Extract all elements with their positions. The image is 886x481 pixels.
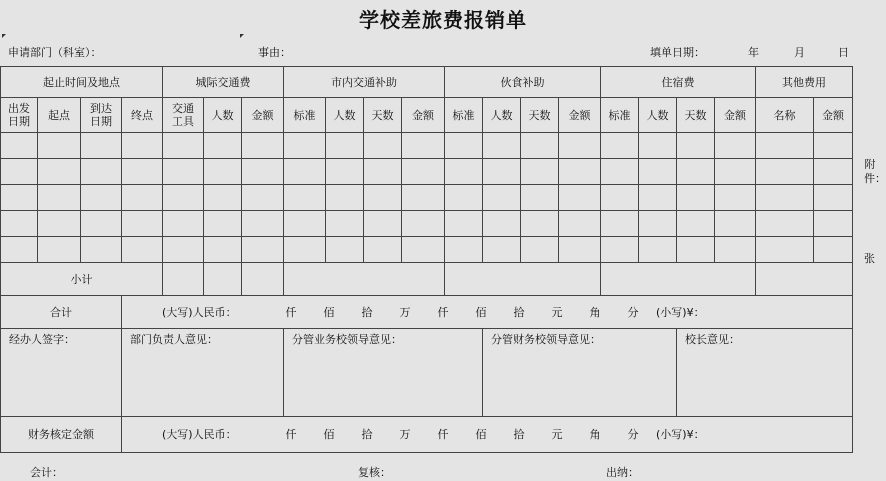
table-cell[interactable]: [364, 159, 402, 185]
subtotal-accommodation[interactable]: [601, 263, 756, 296]
col-days: 天数: [364, 98, 402, 133]
table-cell[interactable]: [204, 185, 242, 211]
col-amount: 金额: [402, 98, 445, 133]
corner-mark: [240, 34, 244, 38]
total-row: [1, 296, 853, 329]
subtotal-other[interactable]: [756, 263, 853, 296]
table-cell[interactable]: [559, 133, 601, 159]
table-cell[interactable]: [284, 185, 326, 211]
table-row: [1, 185, 853, 211]
finance-leader-opinion-box[interactable]: 分管财务校领导意见：: [483, 329, 677, 417]
date-month: 月: [794, 46, 805, 59]
table-cell[interactable]: [521, 211, 559, 237]
subtotal-row: [1, 263, 853, 296]
col-start-point: 起点: [38, 98, 81, 133]
table-cell[interactable]: [326, 237, 364, 263]
table-row: [1, 237, 853, 263]
table-cell[interactable]: [483, 159, 521, 185]
currency-unit-label: 拾: [361, 428, 373, 441]
table-cell[interactable]: [445, 185, 483, 211]
table-cell[interactable]: [163, 185, 204, 211]
subtotal-local-transport[interactable]: [284, 263, 445, 296]
col-persons: 人数: [639, 98, 677, 133]
table-cell[interactable]: [601, 211, 639, 237]
table-cell[interactable]: [559, 185, 601, 211]
table-cell[interactable]: [402, 159, 445, 185]
table-cell[interactable]: [445, 159, 483, 185]
group-intercity-transport: 城际交通费: [163, 67, 284, 98]
col-standard: 标准: [601, 98, 639, 133]
table-cell[interactable]: [1, 185, 38, 211]
table-cell[interactable]: [38, 185, 81, 211]
fill-date-label: 填单日期：: [650, 46, 705, 59]
table-cell[interactable]: [204, 159, 242, 185]
table-cell[interactable]: [521, 237, 559, 263]
table-cell[interactable]: [402, 133, 445, 159]
table-cell[interactable]: [284, 237, 326, 263]
table-cell[interactable]: [284, 159, 326, 185]
total-lowercase-label: (小写)¥：: [656, 305, 705, 319]
currency-unit-label: 拾: [361, 305, 373, 319]
cashier-label: 出纳：: [606, 466, 639, 479]
total-amount-field[interactable]: [122, 296, 853, 329]
table-cell[interactable]: [756, 185, 814, 211]
accountant-label: 会计：: [30, 466, 63, 479]
table-cell[interactable]: [81, 185, 122, 211]
handler-signature-box[interactable]: 经办人签字：: [1, 329, 122, 417]
col-vehicle: [163, 98, 204, 133]
table-cell[interactable]: [81, 237, 122, 263]
dept-head-opinion-box[interactable]: 部门负责人意见：: [122, 329, 284, 417]
table-cell[interactable]: [639, 133, 677, 159]
col-persons: 人数: [204, 98, 242, 133]
table-row: [1, 133, 853, 159]
table-cell[interactable]: [677, 237, 715, 263]
subtotal-meal[interactable]: [445, 263, 601, 296]
table-cell[interactable]: [814, 133, 853, 159]
currency-unit-label: 佰: [475, 305, 487, 319]
finance-lowercase-label: (小写)¥：: [656, 428, 705, 441]
table-cell[interactable]: [814, 237, 853, 263]
table-cell[interactable]: [122, 159, 163, 185]
table-cell[interactable]: [677, 211, 715, 237]
table-cell[interactable]: [326, 211, 364, 237]
table-cell[interactable]: [814, 159, 853, 185]
table-cell[interactable]: [242, 263, 284, 296]
table-cell[interactable]: [715, 211, 756, 237]
table-cell[interactable]: [483, 133, 521, 159]
attachment-label: 附件：: [864, 158, 886, 185]
table-cell[interactable]: [756, 211, 814, 237]
group-other-expenses: 其他费用: [756, 67, 853, 98]
table-cell[interactable]: [284, 211, 326, 237]
currency-unit-label: 佰: [323, 428, 335, 441]
table-cell[interactable]: [756, 237, 814, 263]
table-cell[interactable]: [1, 159, 38, 185]
table-cell[interactable]: [756, 159, 814, 185]
col-arrive-date: [81, 98, 122, 133]
finance-check-label: 财务核定金额: [1, 417, 122, 453]
table-cell[interactable]: [559, 211, 601, 237]
currency-unit-label: 元: [551, 428, 563, 441]
business-leader-opinion-box[interactable]: 分管业务校领导意见：: [284, 329, 483, 417]
table-cell[interactable]: [364, 185, 402, 211]
table-row: [1, 159, 853, 185]
table-cell[interactable]: [483, 211, 521, 237]
table-cell[interactable]: [483, 185, 521, 211]
table-cell[interactable]: [38, 237, 81, 263]
table-cell[interactable]: [122, 211, 163, 237]
col-arrive-date-label: 到达日期: [90, 102, 112, 128]
table-cell[interactable]: [715, 133, 756, 159]
table-cell[interactable]: [639, 185, 677, 211]
approval-row: [1, 329, 853, 417]
table-cell[interactable]: [326, 159, 364, 185]
table-cell[interactable]: [242, 211, 284, 237]
finance-check-row: [1, 417, 853, 453]
currency-unit-label: 分: [627, 305, 639, 319]
finance-check-amount-field[interactable]: [122, 417, 853, 453]
table-cell[interactable]: [364, 211, 402, 237]
table-cell[interactable]: [204, 263, 242, 296]
table-cell[interactable]: [677, 133, 715, 159]
col-days: 天数: [677, 98, 715, 133]
table-cell[interactable]: [715, 185, 756, 211]
table-cell[interactable]: [677, 159, 715, 185]
col-amount: 金额: [715, 98, 756, 133]
data-rows: [1, 133, 853, 263]
table-row: [1, 211, 853, 237]
table-cell[interactable]: [814, 211, 853, 237]
table-cell[interactable]: [38, 133, 81, 159]
table-cell[interactable]: [204, 211, 242, 237]
table-cell[interactable]: [445, 211, 483, 237]
table-cell[interactable]: [38, 211, 81, 237]
currency-unit-label: 仟: [285, 428, 297, 441]
table-cell[interactable]: [715, 237, 756, 263]
col-name: 名称: [756, 98, 814, 133]
table-cell[interactable]: [814, 185, 853, 211]
table-cell[interactable]: [639, 211, 677, 237]
table-cell[interactable]: [38, 159, 81, 185]
col-days: 天数: [521, 98, 559, 133]
group-accommodation: 住宿费: [601, 67, 756, 98]
currency-unit-label: 佰: [323, 305, 335, 319]
attachment-unit: 张: [864, 252, 875, 265]
currency-unit-label: 角: [589, 305, 601, 319]
table-cell[interactable]: [163, 237, 204, 263]
table-cell[interactable]: [402, 237, 445, 263]
table-cell[interactable]: [521, 133, 559, 159]
table-cell[interactable]: [559, 237, 601, 263]
currency-unit-label: 仟: [285, 305, 297, 319]
table-cell[interactable]: [715, 159, 756, 185]
table-cell[interactable]: [402, 185, 445, 211]
table-cell[interactable]: [326, 185, 364, 211]
finance-uppercase-label: (大写)人民币：: [162, 428, 237, 441]
col-standard: 标准: [284, 98, 326, 133]
col-depart-date: [1, 98, 38, 133]
table-cell[interactable]: [242, 185, 284, 211]
col-vehicle-label: 交通工具: [172, 102, 194, 128]
column-header-row: [1, 98, 853, 133]
table-cell[interactable]: [364, 237, 402, 263]
table-cell[interactable]: [122, 133, 163, 159]
total-units: [272, 306, 652, 319]
table-cell[interactable]: [445, 237, 483, 263]
table-cell[interactable]: [445, 133, 483, 159]
table-cell[interactable]: [326, 133, 364, 159]
currency-unit-label: 仟: [437, 305, 449, 319]
col-amount: 金额: [242, 98, 284, 133]
group-local-transport: 市内交通补助: [284, 67, 445, 98]
table-cell[interactable]: [1, 211, 38, 237]
table-cell[interactable]: [559, 159, 601, 185]
currency-unit-label: 拾: [513, 305, 525, 319]
col-depart-date-label: 出发日期: [8, 102, 30, 128]
table-cell[interactable]: [204, 237, 242, 263]
table-cell[interactable]: [163, 159, 204, 185]
table-cell[interactable]: [163, 133, 204, 159]
table-cell[interactable]: [81, 159, 122, 185]
table-cell[interactable]: [81, 133, 122, 159]
table-cell[interactable]: [364, 133, 402, 159]
total-uppercase-label: (大写)人民币：: [162, 305, 237, 319]
col-persons: 人数: [326, 98, 364, 133]
table-cell[interactable]: [163, 211, 204, 237]
table-cell[interactable]: [81, 211, 122, 237]
table-cell[interactable]: [284, 133, 326, 159]
col-standard: 标准: [445, 98, 483, 133]
currency-unit-label: 拾: [513, 428, 525, 441]
table-cell[interactable]: [601, 237, 639, 263]
table-cell[interactable]: [1, 237, 38, 263]
date-year: 年: [748, 46, 759, 59]
table-cell[interactable]: [601, 159, 639, 185]
reviewer-label: 复核：: [358, 466, 391, 479]
group-travel-time-place: 起止时间及地点: [1, 67, 163, 98]
table-cell[interactable]: [483, 237, 521, 263]
dept-label: 申请部门（科室）：: [8, 46, 102, 59]
table-cell[interactable]: [756, 133, 814, 159]
table-cell[interactable]: [402, 211, 445, 237]
col-amount: 金额: [814, 98, 853, 133]
table-cell[interactable]: [601, 185, 639, 211]
currency-unit-label: 元: [551, 305, 563, 319]
table-cell[interactable]: [639, 237, 677, 263]
expense-form-table: [0, 66, 853, 453]
table-cell[interactable]: [639, 159, 677, 185]
total-label: 合计: [1, 296, 122, 329]
col-end-point: 终点: [122, 98, 163, 133]
col-persons: 人数: [483, 98, 521, 133]
table-cell[interactable]: [122, 185, 163, 211]
table-cell[interactable]: [204, 133, 242, 159]
currency-unit-label: 万: [399, 305, 411, 319]
group-header-row: [1, 67, 853, 98]
table-cell[interactable]: [122, 237, 163, 263]
corner-mark: [2, 34, 6, 38]
table-cell[interactable]: [677, 185, 715, 211]
table-cell[interactable]: [242, 133, 284, 159]
subtotal-label: 小计: [1, 263, 163, 296]
table-cell[interactable]: [521, 185, 559, 211]
table-cell[interactable]: [601, 133, 639, 159]
reason-label: 事由：: [258, 46, 291, 59]
table-cell[interactable]: [1, 133, 38, 159]
page-title: 学校差旅费报销单: [359, 8, 527, 32]
currency-unit-label: 佰: [475, 428, 487, 441]
table-cell[interactable]: [163, 263, 204, 296]
table-cell[interactable]: [242, 237, 284, 263]
currency-unit-label: 分: [627, 428, 639, 441]
principal-opinion-box[interactable]: 校长意见：: [677, 329, 853, 417]
currency-unit-label: 角: [589, 428, 601, 441]
table-cell[interactable]: [521, 159, 559, 185]
currency-unit-label: 仟: [437, 428, 449, 441]
col-amount: 金额: [559, 98, 601, 133]
date-day: 日: [838, 46, 849, 59]
group-meal-subsidy: 伙食补助: [445, 67, 601, 98]
table-cell[interactable]: [242, 159, 284, 185]
currency-unit-label: 万: [399, 428, 411, 441]
finance-units: [272, 428, 652, 441]
